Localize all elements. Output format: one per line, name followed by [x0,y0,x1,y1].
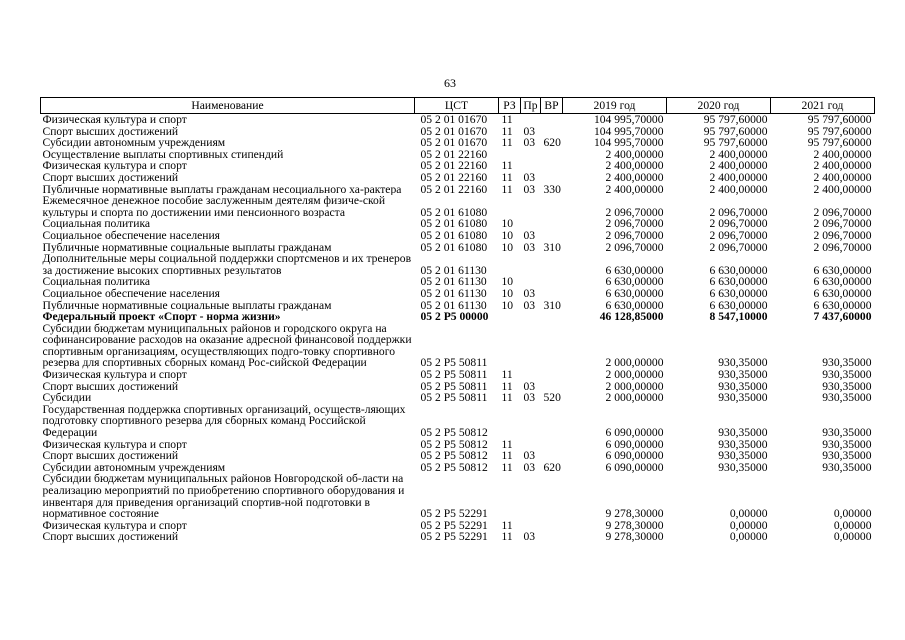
cell-cst: 05 2 01 22160 [420,160,488,172]
cell-vr [541,288,563,300]
cell-vr [541,404,563,439]
cell-2021: 2 096,70000 [813,205,872,219]
cell-name: Социальное обеспечение населения [42,229,221,242]
cell-cst: 05 2 P5 50812 [420,461,488,474]
cell-2019: 2 400,00000 [605,148,664,161]
cell-2020: 2 096,70000 [709,218,768,230]
cell-pr: 03 [523,450,536,462]
cell-name: Субсидии бюджетам муниципальных районов и городского округа на софинансирование расходов на оказание адресной финансовой поддержки спортивным организациям, осуществляющих подго-товку спортивного резерва для спортивных сборных команд Рос-сийской Федерации [42,322,412,370]
cell-name: Субсидии бюджетам муниципальных районов Новгородской об-ласти на реализацию мероприятий по приобретению спортивного оборудования и инвентаря для приведения организаций спортив-ной подготовки в нормативное состояние [42,473,405,520]
table-row [41,520,875,532]
cell-cst: 05 2 01 61130 [420,263,487,277]
cell-rz: 10 [501,241,514,254]
cell-name: Социальное обеспечение населения [42,287,221,300]
cell-rz: 11 [501,183,513,196]
cell-name: Ежемесячное денежное пособие заслуженным деятелям физиче-ской культуры и спорта по достижении ими пенсионного возраста [42,195,386,219]
cell-cst: 05 2 P5 50811 [420,369,488,381]
cell-vr [541,172,563,184]
table-header-row [41,98,875,114]
cell-vr: 620 [543,137,561,149]
cell-cst: 05 2 01 61080 [420,241,488,254]
cell-vr [541,253,563,276]
table-row [41,137,875,149]
cell-name: Публичные нормативные социальные выплаты гражданам [42,299,332,312]
cell-2019: 6 090,00000 [605,438,664,451]
cell-2021: 6 630,00000 [813,263,872,277]
cell-pr: 03 [523,137,536,149]
cell-pr: 03 [523,392,536,404]
cell-rz [499,253,521,276]
table-row [41,404,875,439]
cell-2019: 2 000,00000 [605,369,664,381]
cell-2019: 6 090,00000 [605,450,664,462]
cell-cst: 05 2 P5 50812 [420,450,488,462]
table-row [41,242,875,254]
cell-cst: 05 2 P5 50811 [420,392,488,404]
cell-vr [541,369,563,381]
cell-2020: 6 630,00000 [709,299,768,312]
cell-vr: 520 [543,392,561,404]
header-2019: 2019 год [563,98,667,114]
cell-rz [499,404,521,439]
cell-pr: 03 [523,461,536,474]
cell-2021: 0,00000 [833,519,872,532]
cell-2021: 2 400,00000 [813,171,872,184]
table-row [41,369,875,381]
cell-pr: 03 [523,183,536,196]
cell-name: Физическая культура и спорт [42,160,187,172]
cell-2019: 9 278,30000 [605,519,664,532]
cell-2021: 930,35000 [822,392,872,404]
table-row [41,253,875,276]
cell-2020: 6 630,00000 [709,287,768,300]
cell-2020: 2 096,70000 [709,205,768,219]
cell-vr [541,323,563,369]
cell-2019: 6 090,00000 [605,461,664,474]
cell-2020: 2 400,00000 [709,148,768,161]
table-row [41,195,875,218]
cell-pr [521,253,541,276]
table-row [41,392,875,404]
cell-rz: 11 [501,438,513,451]
cell-2019: 104 995,70000 [593,137,664,149]
cell-name: Спорт высших достижений [42,380,179,393]
cell-pr [521,439,541,451]
table-row [41,149,875,161]
cell-pr: 03 [523,287,536,300]
table-row [41,473,875,519]
cell-2020: 2 400,00000 [709,160,768,172]
cell-name: Спорт высших достижений [42,531,179,543]
cell-pr [521,114,541,126]
header-name: Наименование [41,98,415,114]
cell-rz: 11 [501,519,513,532]
cell-cst: 05 2 P5 50812 [420,426,488,439]
table-row [41,381,875,393]
cell-name: Социальная политика [42,276,151,288]
cell-vr [541,381,563,393]
cell-2020: 930,35000 [718,380,768,393]
cell-vr [541,230,563,242]
cell-name: Публичные нормативные выплаты гражданам несоциального ха-рактера [42,183,402,196]
page-number: 63 [444,76,456,90]
cell-rz: 10 [501,287,514,300]
cell-2020: 930,35000 [718,392,768,404]
cell-vr [541,195,563,218]
cell-pr [521,520,541,532]
cell-pr [521,404,541,439]
cell-name: Субсидии [42,392,92,404]
cell-pr [521,149,541,161]
header-2020: 2020 год [667,98,771,114]
cell-2019: 9 278,30000 [605,507,664,520]
cell-vr: 310 [543,241,561,254]
cell-2020: 95 797,60000 [703,113,768,126]
cell-2021: 7 437,60000 [813,311,872,323]
cell-pr: 03 [523,171,536,184]
table-row [41,126,875,138]
table-row [41,172,875,184]
cell-2019: 6 630,00000 [605,263,664,277]
cell-name: Субсидии автономным учреждениям [42,461,226,474]
cell-rz [499,473,521,519]
cell-vr [541,149,563,161]
cell-name: Федеральный проект «Спорт - норма жизни» [42,311,281,323]
cell-rz: 11 [501,392,513,404]
table-row [41,276,875,288]
cell-2019: 2 400,00000 [605,183,664,196]
cell-2019: 6 090,00000 [605,426,664,439]
cell-name: Спорт высших достижений [42,171,179,184]
table-row [41,450,875,462]
cell-2019: 2 096,70000 [605,241,664,254]
table-row [41,114,875,126]
cell-rz: 11 [501,125,513,138]
cell-cst: 05 2 P5 00000 [420,311,489,323]
cell-cst: 05 2 01 01670 [420,113,488,126]
cell-2019: 9 278,30000 [605,531,664,543]
cell-name: Физическая культура и спорт [42,438,187,451]
cell-cst: 05 2 01 22160 [420,171,488,184]
cell-2021: 95 797,60000 [807,137,872,149]
cell-2020: 6 630,00000 [709,263,768,277]
cell-rz: 11 [501,531,513,543]
cell-vr [541,126,563,138]
cell-2019: 2 000,00000 [605,356,664,370]
cell-vr [541,531,563,543]
cell-2019: 104 995,70000 [593,125,664,138]
cell-2020: 2 400,00000 [709,183,768,196]
cell-rz: 11 [501,380,513,393]
cell-cst: 05 2 01 61080 [420,229,488,242]
cell-2019: 2 000,00000 [605,392,664,404]
cell-vr [541,114,563,126]
cell-2021: 6 630,00000 [813,287,872,300]
cell-2019: 2 096,70000 [605,218,664,230]
cell-vr: 330 [543,183,561,196]
cell-2020: 95 797,60000 [703,137,768,149]
cell-name: Физическая культура и спорт [42,369,187,381]
cell-2021: 95 797,60000 [807,113,872,126]
header-cst: ЦСТ [415,98,499,114]
table-row [41,531,875,543]
cell-2019: 2 096,70000 [605,205,664,219]
cell-2019: 46 128,85000 [599,311,664,323]
cell-pr [521,276,541,288]
table-row [41,311,875,323]
cell-cst: 05 2 01 22160 [420,183,488,196]
cell-2019: 6 630,00000 [605,299,664,312]
cell-cst: 05 2 01 61130 [420,276,487,288]
table-row [41,218,875,230]
cell-cst: 05 2 P5 52291 [420,519,488,532]
cell-2020: 8 547,10000 [709,311,768,323]
cell-pr [521,218,541,230]
cell-pr: 03 [523,125,536,138]
cell-2021: 95 797,60000 [807,125,872,138]
cell-2019: 2 400,00000 [605,160,664,172]
header-pr: Пр [521,98,541,114]
cell-cst: 05 2 01 61080 [420,205,488,219]
cell-vr [541,311,563,323]
cell-rz: 11 [501,450,513,462]
cell-2019: 104 995,70000 [593,113,664,126]
cell-2021: 0,00000 [833,507,872,520]
cell-rz: 10 [501,218,514,230]
cell-vr [541,160,563,172]
cell-2021: 2 400,00000 [813,160,872,172]
cell-rz: 11 [501,113,513,126]
header-vr: ВР [541,98,563,114]
cell-2021: 930,35000 [822,369,872,381]
cell-2019: 6 630,00000 [605,276,664,288]
cell-pr [521,369,541,381]
cell-2020: 0,00000 [729,507,768,520]
cell-2020: 2 096,70000 [709,241,768,254]
cell-2021: 930,35000 [822,461,872,474]
cell-2020: 930,35000 [718,438,768,451]
cell-cst: 05 2 01 61130 [420,299,487,312]
cell-cst: 05 2 P5 50811 [420,380,488,393]
cell-vr: 310 [543,299,561,312]
cell-vr [541,520,563,532]
table-row [41,230,875,242]
cell-2021: 6 630,00000 [813,299,872,312]
cell-pr: 03 [523,241,536,254]
cell-pr [521,473,541,519]
table-body [41,114,875,543]
cell-vr [541,276,563,288]
cell-name: Социальная политика [42,218,151,230]
cell-rz: 10 [501,229,514,242]
cell-vr [541,473,563,519]
cell-2019: 2 400,00000 [605,171,664,184]
cell-cst: 05 2 01 01670 [420,125,488,138]
cell-2021: 2 400,00000 [813,148,872,161]
table-row [41,462,875,474]
cell-rz: 11 [501,160,513,172]
cell-cst: 05 2 01 61130 [420,287,487,300]
cell-2021: 2 096,70000 [813,241,872,254]
cell-2020: 930,35000 [718,450,768,462]
cell-cst: 05 2 P5 52291 [420,531,488,543]
cell-name: Спорт высших достижений [42,450,179,462]
cell-2020: 2 400,00000 [709,171,768,184]
table-row [41,160,875,172]
cell-rz: 10 [501,276,514,288]
cell-vr [541,218,563,230]
header-2021: 2021 год [771,98,875,114]
cell-2019: 2 000,00000 [605,380,664,393]
cell-name: Спорт высших достижений [42,125,179,138]
cell-pr [521,195,541,218]
table-row [41,323,875,369]
cell-2020: 930,35000 [718,461,768,474]
budget-table [40,97,875,543]
cell-pr: 03 [523,299,536,312]
cell-name: Субсидии автономным учреждениям [42,137,226,149]
cell-2021: 6 630,00000 [813,276,872,288]
cell-pr: 03 [523,531,536,543]
cell-2019: 6 630,00000 [605,287,664,300]
cell-pr: 03 [523,380,536,393]
cell-name: Осуществление выплаты спортивных стипендий [42,148,284,161]
cell-rz [499,323,521,369]
cell-2021: 2 096,70000 [813,218,872,230]
cell-vr [541,450,563,462]
table-row [41,439,875,451]
cell-2021: 2 400,00000 [813,183,872,196]
table-row [41,288,875,300]
cell-2020: 930,35000 [718,369,768,381]
cell-pr [521,160,541,172]
cell-pr [521,323,541,369]
cell-cst: 05 2 01 22160 [420,148,488,161]
cell-2021: 930,35000 [822,450,872,462]
header-rz: РЗ [499,98,521,114]
cell-2021: 930,35000 [822,426,872,439]
cell-name: Физическая культура и спорт [42,519,187,532]
cell-cst: 05 2 P5 52291 [420,507,488,520]
cell-rz [499,195,521,218]
cell-rz: 11 [501,369,513,381]
cell-rz [499,311,521,323]
cell-2019: 2 096,70000 [605,229,664,242]
cell-2021: 2 096,70000 [813,229,872,242]
cell-rz: 10 [501,299,514,312]
cell-vr [541,439,563,451]
cell-2021: 930,35000 [822,356,872,370]
cell-2021: 930,35000 [822,380,872,393]
cell-2020: 930,35000 [718,426,768,439]
table-row [41,300,875,312]
cell-2020: 0,00000 [729,531,768,543]
cell-2020: 2 096,70000 [709,229,768,242]
cell-cst: 05 2 P5 50812 [420,438,488,451]
cell-rz: 11 [501,137,513,149]
cell-rz: 11 [501,461,513,474]
cell-name: Государственная поддержка спортивных организаций, осуществ-ляющих подготовку спортивного резерва для сборных команд Российской Федерации [42,403,406,439]
cell-rz [499,149,521,161]
cell-vr: 620 [543,461,561,474]
cell-2020: 930,35000 [718,356,768,370]
cell-2020: 0,00000 [729,519,768,532]
cell-cst: 05 2 P5 50811 [420,356,488,370]
cell-cst: 05 2 01 61080 [420,218,488,230]
cell-name: Дополнительные меры социальной поддержки спортсменов и их тренеров за достижение высоких спортивных результатов [42,253,412,277]
cell-pr: 03 [523,229,536,242]
cell-pr [521,311,541,323]
table-row [41,184,875,196]
cell-2020: 6 630,00000 [709,276,768,288]
cell-2020: 95 797,60000 [703,125,768,138]
cell-cst: 05 2 01 01670 [420,137,488,149]
cell-2021: 930,35000 [822,438,872,451]
cell-name: Публичные нормативные социальные выплаты гражданам [42,241,332,254]
cell-2021: 0,00000 [833,531,872,543]
cell-rz: 11 [501,171,513,184]
cell-name: Физическая культура и спорт [42,113,187,126]
